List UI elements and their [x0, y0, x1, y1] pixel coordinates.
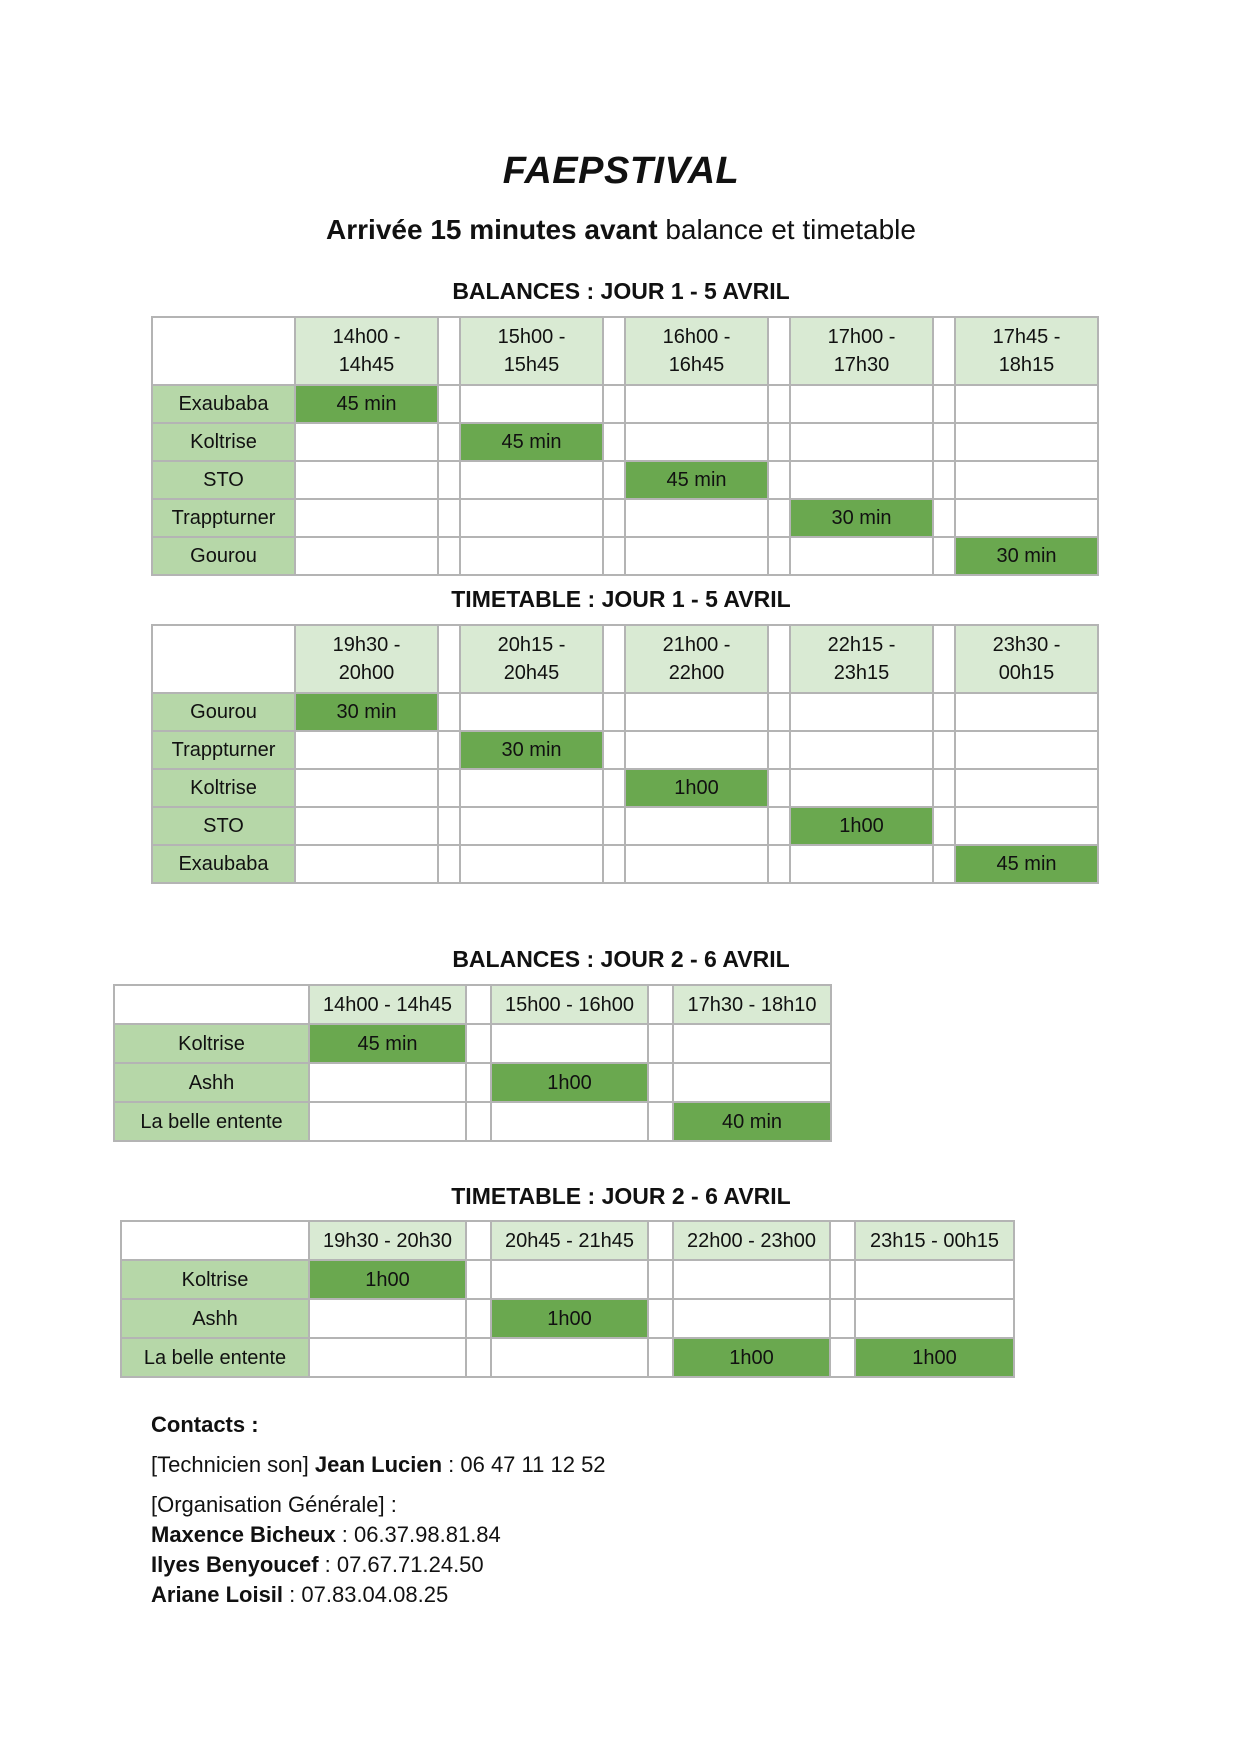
spacer-cell — [603, 423, 625, 461]
artist-name: Exaubaba — [152, 845, 295, 883]
artist-name: Koltrise — [121, 1260, 309, 1299]
slot-cell — [460, 845, 603, 883]
slot-cell-active: 1h00 — [625, 769, 768, 807]
spacer-cell — [466, 1102, 491, 1141]
corner-cell — [152, 317, 295, 385]
slot-cell — [955, 807, 1098, 845]
spacer-cell — [933, 499, 955, 537]
spacer-cell — [933, 537, 955, 575]
time-slot-header: 17h00 - 17h30 — [790, 317, 933, 385]
contact-phone: : 07.83.04.08.25 — [283, 1582, 449, 1607]
spacer-cell — [466, 985, 491, 1024]
slot-cell-active: 1h00 — [790, 807, 933, 845]
spacer-cell — [466, 1221, 491, 1260]
time-slot-header: 22h00 - 23h00 — [673, 1221, 830, 1260]
slot-cell — [460, 385, 603, 423]
slot-cell — [955, 385, 1098, 423]
spacer-cell — [648, 1024, 673, 1063]
corner-cell — [152, 625, 295, 693]
slot-cell — [309, 1299, 466, 1338]
spacer-cell — [466, 1063, 491, 1102]
time-slot-header: 14h00 - 14h45 — [309, 985, 466, 1024]
spacer-cell — [466, 1299, 491, 1338]
spacer-cell — [438, 537, 460, 575]
slot-cell — [625, 423, 768, 461]
slot-cell — [955, 423, 1098, 461]
slot-cell — [625, 807, 768, 845]
artist-name: Trappturner — [152, 499, 295, 537]
spacer-cell — [438, 317, 460, 385]
contact-org-label: [Organisation Générale] : — [151, 1492, 397, 1517]
slot-cell-active: 40 min — [673, 1102, 831, 1141]
spacer-cell — [438, 461, 460, 499]
slot-cell — [460, 769, 603, 807]
artist-name: STO — [152, 807, 295, 845]
spacer-cell — [933, 625, 955, 693]
slot-cell-active: 30 min — [790, 499, 933, 537]
slot-cell-active: 30 min — [295, 693, 438, 731]
schedule-table-timetable-day2 — [120, 1220, 1015, 1378]
slot-cell — [309, 1338, 466, 1377]
spacer-cell — [603, 769, 625, 807]
slot-cell — [955, 461, 1098, 499]
spacer-cell — [768, 807, 790, 845]
spacer-cell — [933, 385, 955, 423]
contact-name: Ariane Loisil — [151, 1582, 284, 1607]
slot-cell — [295, 845, 438, 883]
slot-cell — [790, 423, 933, 461]
slot-cell — [790, 845, 933, 883]
time-slot-header: 21h00 - 22h00 — [625, 625, 768, 693]
time-slot-header: 17h45 - 18h15 — [955, 317, 1098, 385]
slot-cell — [955, 693, 1098, 731]
slot-cell-active: 45 min — [295, 385, 438, 423]
slot-cell — [491, 1338, 648, 1377]
slot-cell — [625, 731, 768, 769]
slot-cell — [295, 731, 438, 769]
spacer-cell — [768, 625, 790, 693]
spacer-cell — [603, 845, 625, 883]
time-slot-header: 20h45 - 21h45 — [491, 1221, 648, 1260]
contact-person — [151, 1520, 606, 1550]
spacer-cell — [438, 731, 460, 769]
spacer-cell — [438, 693, 460, 731]
spacer-cell — [438, 385, 460, 423]
schedule-table-balances-day1 — [151, 316, 1099, 576]
slot-cell — [673, 1299, 830, 1338]
subtitle-rest: balance et timetable — [657, 214, 916, 245]
spacer-cell — [603, 537, 625, 575]
artist-name: Koltrise — [152, 769, 295, 807]
slot-cell — [673, 1260, 830, 1299]
time-slot-header: 16h00 - 16h45 — [625, 317, 768, 385]
spacer-cell — [648, 1102, 673, 1141]
section-title-timetable-day1: TIMETABLE : JOUR 1 - 5 AVRIL — [451, 586, 791, 612]
artist-name: Koltrise — [152, 423, 295, 461]
spacer-cell — [933, 769, 955, 807]
artist-name: Gourou — [152, 537, 295, 575]
artist-name: Ashh — [121, 1299, 309, 1338]
spacer-cell — [768, 537, 790, 575]
spacer-cell — [933, 461, 955, 499]
slot-cell — [460, 461, 603, 499]
time-slot-header: 15h00 - 15h45 — [460, 317, 603, 385]
time-slot-header: 14h00 - 14h45 — [295, 317, 438, 385]
spacer-cell — [768, 845, 790, 883]
spacer-cell — [603, 731, 625, 769]
contact-person — [151, 1550, 606, 1580]
spacer-cell — [438, 499, 460, 537]
spacer-cell — [603, 317, 625, 385]
page-subtitle — [0, 214, 1242, 246]
slot-cell-active: 1h00 — [855, 1338, 1014, 1377]
spacer-cell — [466, 1024, 491, 1063]
slot-cell — [491, 1260, 648, 1299]
time-slot-header: 23h15 - 00h15 — [855, 1221, 1014, 1260]
slot-cell — [295, 461, 438, 499]
contact-phone: : 06.37.98.81.84 — [335, 1522, 501, 1547]
contact-phone: : 07.67.71.24.50 — [318, 1552, 484, 1577]
spacer-cell — [648, 985, 673, 1024]
spacer-cell — [768, 499, 790, 537]
time-slot-header: 17h30 - 18h10 — [673, 985, 831, 1024]
slot-cell — [309, 1063, 466, 1102]
artist-name: Trappturner — [152, 731, 295, 769]
slot-cell — [460, 807, 603, 845]
artist-name: Exaubaba — [152, 385, 295, 423]
slot-cell — [790, 385, 933, 423]
artist-name: La belle entente — [121, 1338, 309, 1377]
spacer-cell — [603, 461, 625, 499]
contacts-heading: Contacts : — [151, 1412, 259, 1437]
spacer-cell — [603, 625, 625, 693]
time-slot-header: 22h15 - 23h15 — [790, 625, 933, 693]
slot-cell — [625, 693, 768, 731]
slot-cell — [309, 1102, 466, 1141]
spacer-cell — [438, 625, 460, 693]
slot-cell — [955, 769, 1098, 807]
slot-cell — [790, 537, 933, 575]
slot-cell — [625, 385, 768, 423]
slot-cell — [673, 1063, 831, 1102]
spacer-cell — [933, 731, 955, 769]
slot-cell-active: 1h00 — [309, 1260, 466, 1299]
slot-cell — [295, 769, 438, 807]
spacer-cell — [933, 807, 955, 845]
time-slot-header: 15h00 - 16h00 — [491, 985, 648, 1024]
spacer-cell — [830, 1221, 855, 1260]
spacer-cell — [648, 1299, 673, 1338]
schedule-table-balances-day2 — [113, 984, 832, 1142]
spacer-cell — [648, 1063, 673, 1102]
contact-name: Jean Lucien — [314, 1452, 443, 1477]
slot-cell — [491, 1102, 648, 1141]
time-slot-header: 19h30 - 20h30 — [309, 1221, 466, 1260]
slot-cell — [491, 1024, 648, 1063]
slot-cell — [295, 807, 438, 845]
slot-cell-active: 30 min — [460, 731, 603, 769]
slot-cell-active: 45 min — [309, 1024, 466, 1063]
slot-cell — [460, 693, 603, 731]
slot-cell — [295, 537, 438, 575]
section-title-timetable-day2: TIMETABLE : JOUR 2 - 6 AVRIL — [451, 1183, 791, 1209]
slot-cell — [790, 693, 933, 731]
slot-cell — [625, 845, 768, 883]
spacer-cell — [933, 693, 955, 731]
spacer-cell — [830, 1299, 855, 1338]
slot-cell — [460, 537, 603, 575]
spacer-cell — [768, 423, 790, 461]
corner-cell — [121, 1221, 309, 1260]
spacer-cell — [438, 769, 460, 807]
contact-phone: : 06 47 11 12 52 — [442, 1452, 606, 1477]
spacer-cell — [603, 385, 625, 423]
artist-name: STO — [152, 461, 295, 499]
section-title-balances-day1: BALANCES : JOUR 1 - 5 AVRIL — [452, 278, 790, 304]
spacer-cell — [648, 1260, 673, 1299]
spacer-cell — [933, 845, 955, 883]
slot-cell-active: 1h00 — [491, 1063, 648, 1102]
spacer-cell — [830, 1338, 855, 1377]
spacer-cell — [648, 1338, 673, 1377]
slot-cell — [790, 769, 933, 807]
spacer-cell — [768, 461, 790, 499]
slot-cell — [955, 731, 1098, 769]
spacer-cell — [438, 845, 460, 883]
spacer-cell — [466, 1260, 491, 1299]
contacts-block — [151, 1410, 606, 1610]
slot-cell — [955, 499, 1098, 537]
spacer-cell — [933, 317, 955, 385]
subtitle-bold: Arrivée 15 minutes avant — [326, 214, 658, 245]
contact-name: Maxence Bicheux — [151, 1522, 336, 1547]
spacer-cell — [768, 731, 790, 769]
slot-cell-active: 1h00 — [491, 1299, 648, 1338]
slot-cell — [625, 537, 768, 575]
slot-cell-active: 45 min — [955, 845, 1098, 883]
section-title-balances-day2: BALANCES : JOUR 2 - 6 AVRIL — [452, 946, 790, 972]
spacer-cell — [438, 423, 460, 461]
spacer-cell — [603, 693, 625, 731]
spacer-cell — [648, 1221, 673, 1260]
spacer-cell — [603, 807, 625, 845]
time-slot-header: 23h30 - 00h15 — [955, 625, 1098, 693]
slot-cell — [673, 1024, 831, 1063]
time-slot-header: 19h30 - 20h00 — [295, 625, 438, 693]
time-slot-header: 20h15 - 20h45 — [460, 625, 603, 693]
page-title: FAEPSTIVAL — [502, 150, 740, 192]
spacer-cell — [466, 1338, 491, 1377]
spacer-cell — [768, 317, 790, 385]
slot-cell — [855, 1299, 1014, 1338]
schedule-table-timetable-day1 — [151, 624, 1099, 884]
artist-name: Ashh — [114, 1063, 309, 1102]
spacer-cell — [768, 769, 790, 807]
artist-name: Koltrise — [114, 1024, 309, 1063]
slot-cell-active: 30 min — [955, 537, 1098, 575]
contact-role: [Technicien son] — [151, 1452, 315, 1477]
spacer-cell — [768, 385, 790, 423]
slot-cell — [295, 423, 438, 461]
artist-name: La belle entente — [114, 1102, 309, 1141]
corner-cell — [114, 985, 309, 1024]
slot-cell — [460, 499, 603, 537]
slot-cell — [625, 499, 768, 537]
contact-name: Ilyes Benyoucef — [151, 1552, 319, 1577]
slot-cell — [790, 461, 933, 499]
slot-cell — [295, 499, 438, 537]
contact-person — [151, 1580, 606, 1610]
artist-name: Gourou — [152, 693, 295, 731]
contact-technician — [151, 1450, 606, 1480]
slot-cell — [855, 1260, 1014, 1299]
spacer-cell — [603, 499, 625, 537]
spacer-cell — [768, 693, 790, 731]
slot-cell-active: 45 min — [625, 461, 768, 499]
spacer-cell — [933, 423, 955, 461]
slot-cell-active: 45 min — [460, 423, 603, 461]
spacer-cell — [830, 1260, 855, 1299]
slot-cell — [790, 731, 933, 769]
spacer-cell — [438, 807, 460, 845]
slot-cell-active: 1h00 — [673, 1338, 830, 1377]
